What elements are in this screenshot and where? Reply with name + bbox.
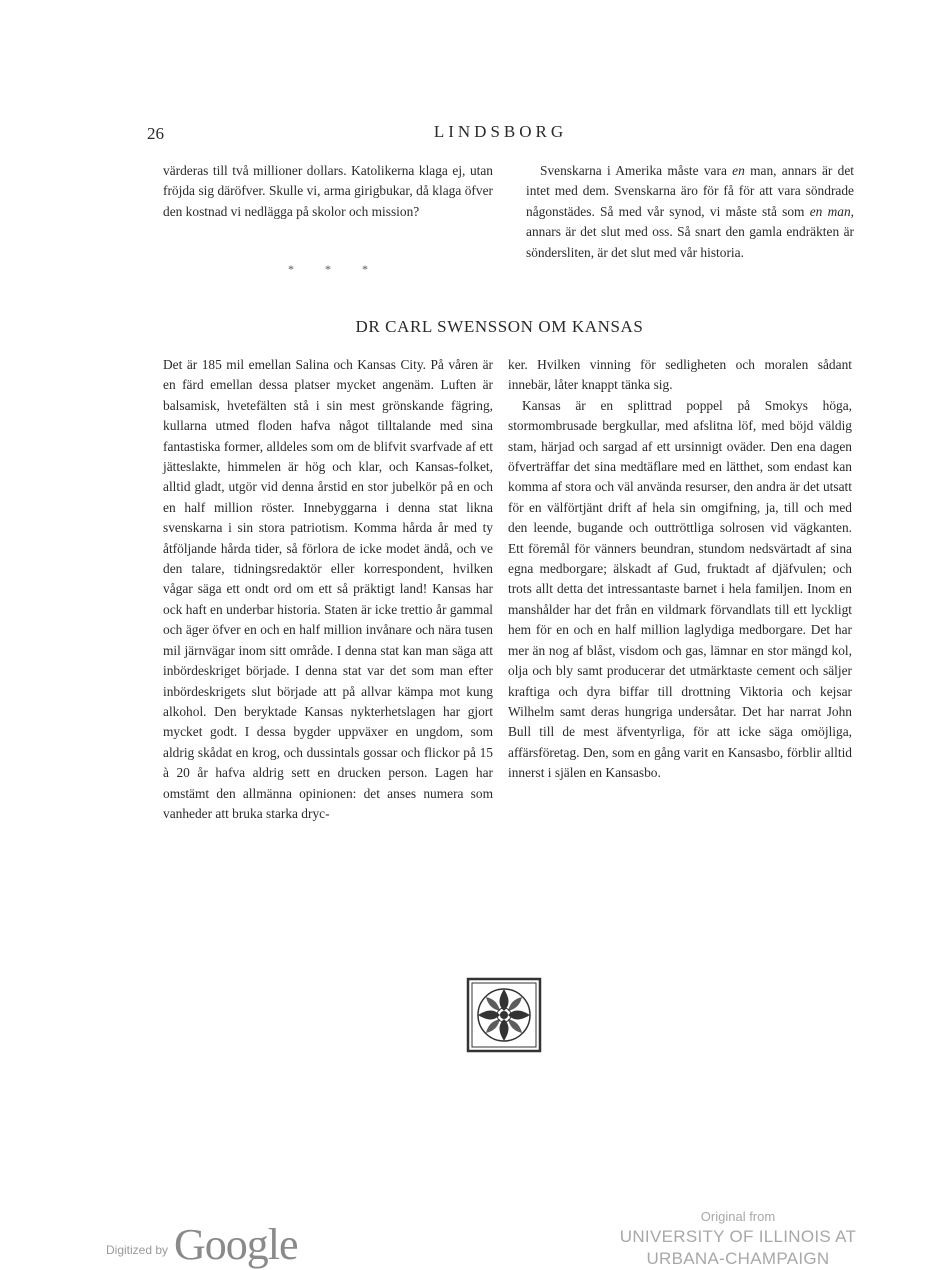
top-right-column — [526, 161, 854, 263]
digitized-label: Digitized by — [106, 1243, 169, 1257]
top-right-emphasis-1: en — [732, 163, 745, 178]
top-left-paragraph: värderas till två millioner dollars. Katolikerna klaga ej, utan fröjda sig däröfver. Skulle vi, arma girigbukar, då klaga öfver den kostnad vi nedlägga på skolor och mission? — [163, 163, 493, 219]
top-left-column — [163, 161, 493, 222]
institution-line-1: UNIVERSITY OF ILLINOIS AT — [619, 1227, 857, 1246]
article-left-column — [163, 355, 493, 824]
top-right-text-2: man, annars är det intet med dem. Svenskarna äro för få för att vara söndrade någonstädes. Så med vår synod, vi måste stå som — [526, 163, 854, 219]
original-from-block — [600, 1208, 876, 1270]
original-from-label: Original from — [700, 1209, 776, 1224]
page-number: 26 — [147, 124, 164, 143]
article-right-paragraph-2: Kansas är en splittrad poppel på Smokys höga, stormombrusade bergkullar, med afslitna löf, med böjd väldig stam, härjad och sargad af ett ursinnigt oväder. Den ena dagen öfverträffar det sina medtäflare med en lätthet, som endast kan komma af stora och väl använda resurser, den andra är det utsatt för en välförtjänt drift af hela sin omgifning, ja, till och med den leende, bugande och outtröttliga solrosen vid vägkanten. Ett föremål för vänners beundran, stundom nedsvärtadt af sina egna medborgare; älskadt af Gud, fruktadt af djäfvulen; och trots allt detta det intressantaste barnet i hela familjen. Inom en manshålder har det från en vildmark förvandlats till ett lyckligt hem för en och en half million laglydiga medborgare. Det har mer än nog af blåst, visdom och gas, lämnar en stor mängd kol, olja och bly samt producerar det utmärktaste cement och säljer kraftiga och dyra biffar till drottning Viktoria och kejsar Wilhelm samt deras hungriga undersåtar. Det har narrat John Bull till de mest äfventyrliga, för att icke säga omöjliga, affärsföretag. Den, som en gång varit en Kansasbo, förblir alltid innerst i själen en Kansasbo. — [508, 397, 852, 781]
article-right-column — [508, 355, 852, 784]
article-right-paragraph-1: ker. Hvilken vinning för sedligheten och moralen sådant innebär, låter knappt tänka sig. — [508, 357, 852, 393]
top-right-paragraph — [526, 161, 854, 263]
floral-rosette-icon — [466, 977, 542, 1053]
google-logo: Google — [174, 1220, 298, 1269]
article-title: DR CARL SWENSSON OM KANSAS — [355, 317, 644, 336]
top-right-text-1: Svenskarna i Amerika måste vara — [540, 163, 733, 178]
institution-line-2: URBANA-CHAMPAIGN — [646, 1249, 830, 1268]
top-right-emphasis-2: en man, — [809, 203, 854, 219]
section-break-asterisks: * * * — [288, 262, 382, 276]
article-left-paragraph: Det är 185 mil emellan Salina och Kansas City. På våren är en färd emellan dessa platser mycket angenäm. Luften är balsamisk, hvetefälten stå i sin mest grönskande fägring, kullarna utmed floden hafva något tilltalande med sina fantastiska former, alldeles som om de blifvit svarfvade af ett jätteslakte, himmelen är hög och klar, och Kansas-folket, alltid gladt, utgör vid denna årstid en stor jubelkör på en och en half million röster. Innebyggarna i denna stat likna svenskarna i sin stora patriotism. Komma hårda år med ty åtföljande hårda tider, så förlora de icke modet ändå, och ve den talare, tidningsredaktör eller korrespondent, hvilken vågar säga ett ondt ord om ett så präktigt land! Kansas har ock haft en underbar historia. Staten är icke trettio år gammal och äger öfver en och en half million invånare och nära tusen mil järnvägar inom sitt område. I denna stat kan man säga att inbördeskriget började. I denna stat var det som man efter inbördeskrigets slut började att på allvar kämpa mot kung alkohol. Den beryktade Kansas nykterhetslagen har gjort mycket godt. I dessa bygder uppväxer en ungdom, som aldrig skådat en krog, och dussintals gossar och flickor på 15 à 20 år hafva aldrig sett en drucken person. Lagen har omstämt den allmänna opinionen: det anses numera som vanheder att bruka starka dryc- — [163, 357, 493, 821]
running-head: LINDSBORG — [433, 122, 568, 141]
top-right-text-3: annars är det slut med oss. Så snart den gamla endräkten är söndersliten, är det slut med vår historia. — [526, 224, 854, 260]
digitized-by-google — [106, 1220, 298, 1269]
